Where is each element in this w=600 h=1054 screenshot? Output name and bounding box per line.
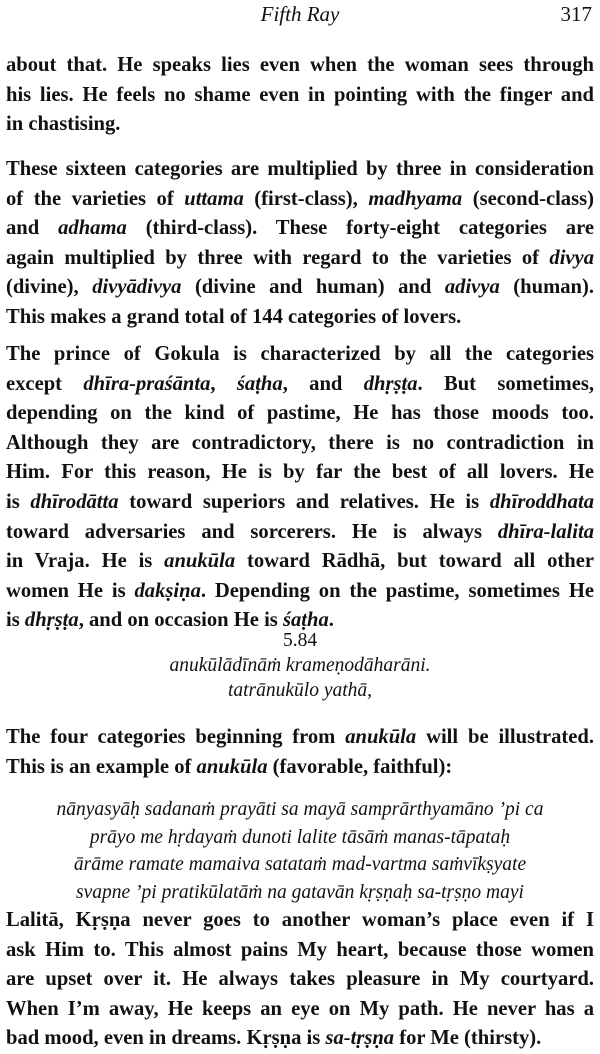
verse-number: 5.84 [282,630,318,651]
sanskrit-line: nānyasyāḥ sadanaṁ prayāti sa mayā samprārthyamāno ’pi ca [56,799,544,820]
text-line: These sixteen categories are multiplied by three in consideration [6,158,594,180]
text-line: is dhṛṣṭa, and on occasion He is śaṭha. [6,609,334,632]
text-line: bad mood, even in dreams. Kṛṣṇa is sa-tṛṣṇa for Me (thirsty). [6,1027,542,1050]
sanskrit-line: prāyo me hṛdayaṁ dunoti lalite tāsāṁ manas-tāpataḥ [89,826,511,848]
text-line: are upset over it. He always takes pleasure in My courtyard. [6,968,594,991]
text-line: Him. For this reason, He is by far the best of all lovers. He [6,461,594,484]
text-line: The four categories beginning from anukūla will be illustrated. [6,726,594,748]
paragraph-prince-of-gokula [6,340,594,636]
sanskrit-line: ārāme ramate mamaiva satataṁ mad-vartma saṁvīkṣyate [73,854,527,876]
text-line: and adhama (third-class). These forty-eight categories are [6,217,595,240]
text-line: ask Him to. This almost pains My heart, because those women [6,938,594,961]
paragraph-lalita [6,906,594,1054]
paragraph-categories [6,155,594,333]
text-line: The prince of Gokula is characterized by all the categories [6,343,594,365]
text-line: in Vraja. He is anukūla toward Rādhā, but toward all other [6,550,594,573]
page-number: 317 [560,2,592,26]
text-line: about that. He speaks lies even when the woman sees through [6,54,594,76]
text-line: again multiplied by three with regard to the varieties of divya [6,246,594,269]
text-line: toward adversaries and sorcerers. He is always dhīra-lalita [6,520,594,543]
running-head: Fifth Ray [260,2,340,26]
page-header [0,2,600,32]
paragraph-anukula-intro [6,723,594,782]
text-line: his lies. He feels no shame even in pointing with the finger and [6,83,594,106]
text-line: Lalitā, Kṛṣṇa never goes to another woman’s place even if I [6,909,594,931]
text-line: Although they are contradictory, there is no contradiction in [6,431,594,454]
verse-block [0,628,600,703]
sanskrit-verse [0,796,600,906]
verse-line-2: tatrānukūlo yathā, [227,680,373,701]
text-line: This is an example of anukūla (favorable, faithful): [6,755,453,778]
text-line: of the varieties of uttama (first-class), madhyama (second-class) [6,187,594,210]
text-line: in chastising. [6,113,121,136]
text-line: This makes a grand total of 144 categories of lovers. [6,305,462,328]
text-line: women He is dakṣiṇa. Depending on the pastime, sometimes He [6,579,594,602]
sanskrit-line: svapne ’pi pratikūlatāṁ na gatavān kṛṣṇaḥ sa-tṛṣṇo mayi [76,881,524,903]
text-line: depending on the kind of pastime, He has those moods too. [6,402,594,425]
paragraph-continuation [6,51,594,140]
text-line: except dhīra-praśānta, śaṭha, and dhṛṣṭa. But sometimes, [6,372,595,395]
verse-line-1: anukūlādīnāṁ krameṇodāharāni. [169,655,431,676]
text-line: When I’m away, He keeps an eye on My path. He never has a [6,997,594,1020]
text-line: (divine), divyādivya (divine and human) and adivya (human). [6,276,594,299]
text-line: is dhīrodātta toward superiors and relatives. He is dhīroddhata [6,490,594,513]
